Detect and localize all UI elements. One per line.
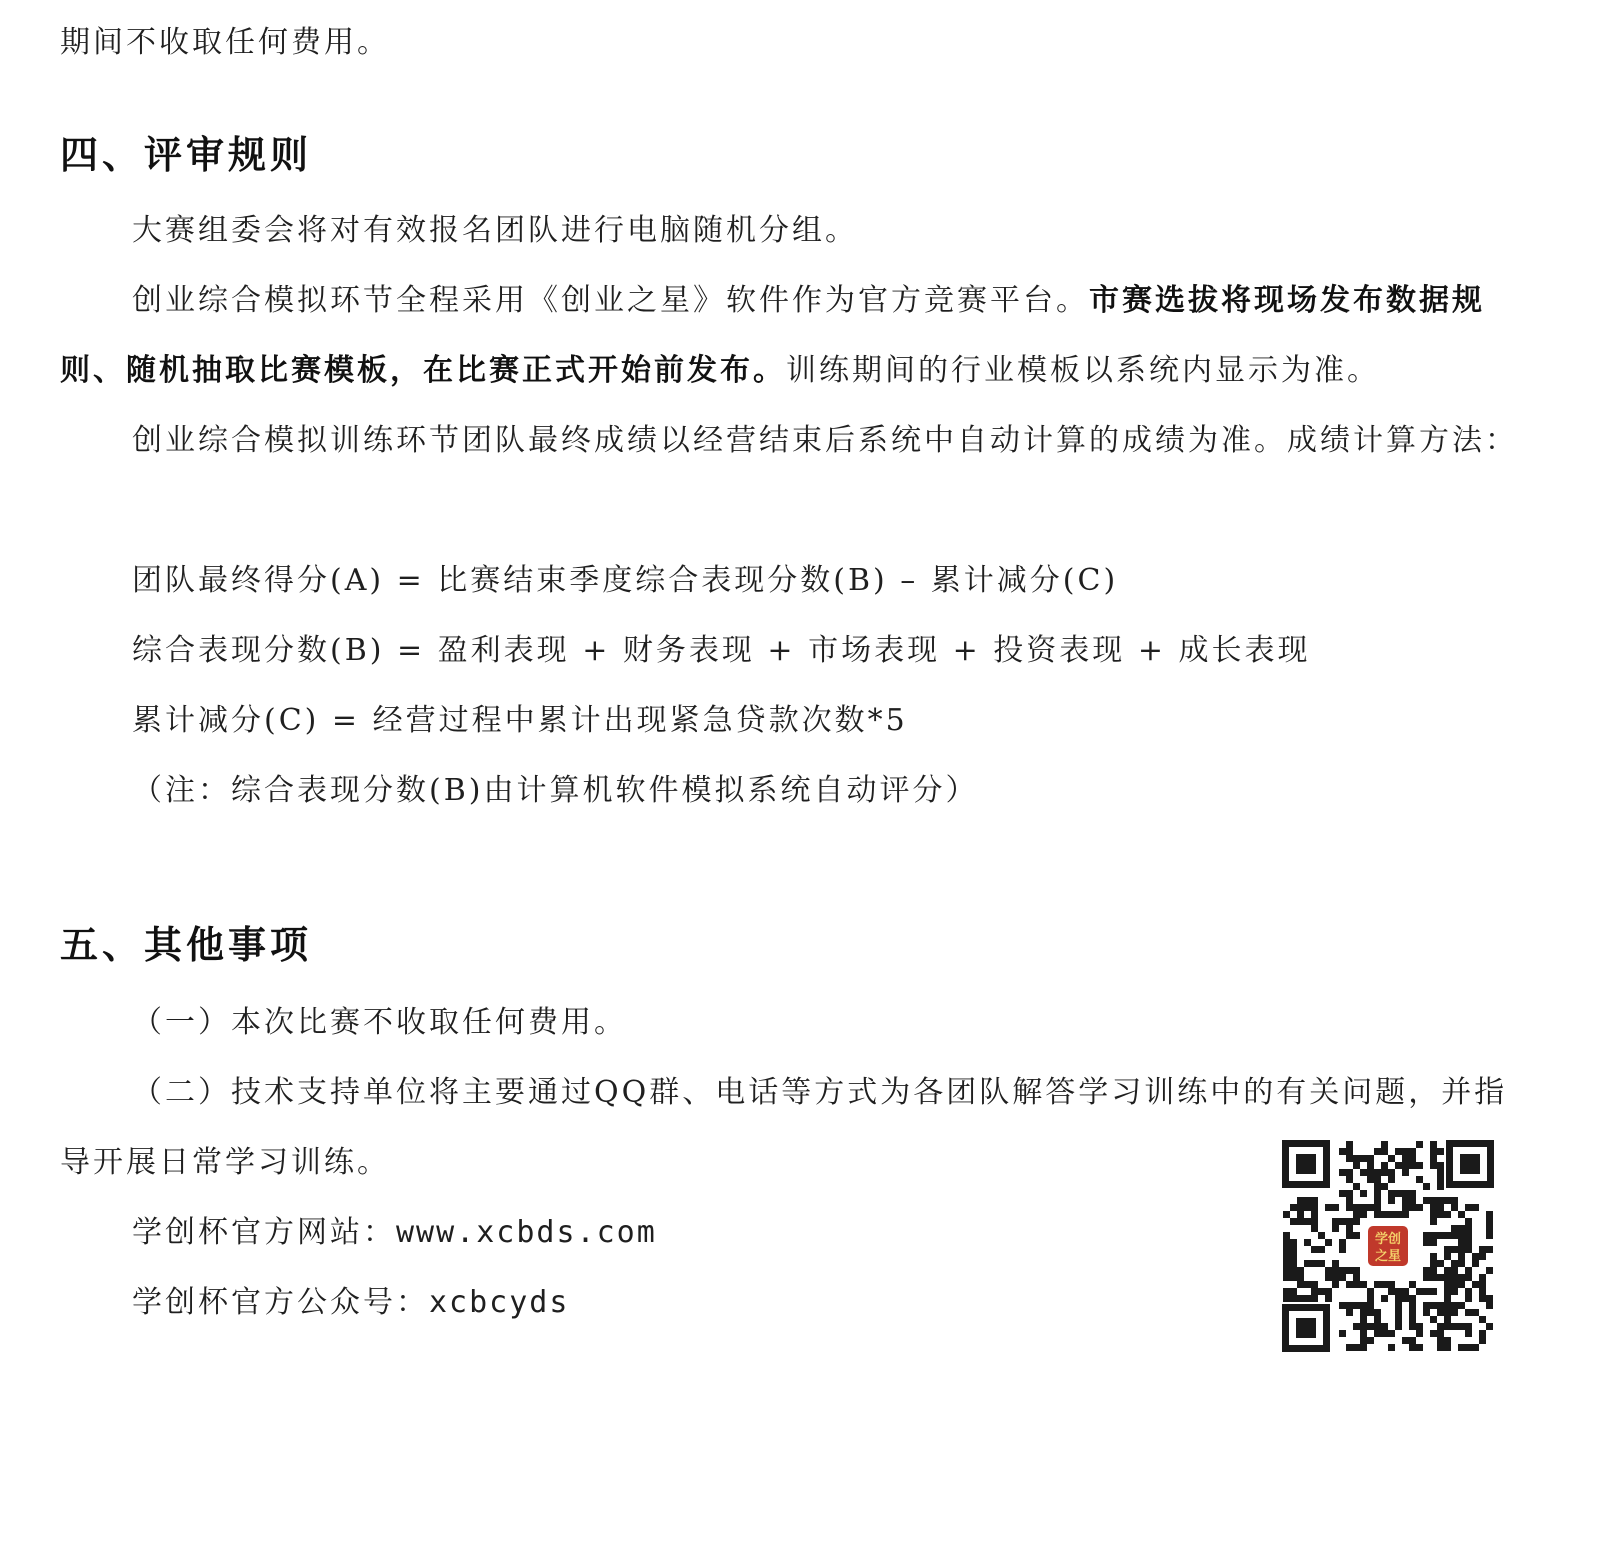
paragraph-2-text-b: 训练期间的行业模板以系统内显示为准。: [786, 353, 1380, 388]
paragraph-2-bold-text: 市赛选拔将现场发布数据规则、随机抽取比赛模板，在比赛正式开始前发布。: [60, 283, 1485, 388]
section-4-paragraph-3: 创业综合模拟训练环节团队最终成绩以经营结束后系统中自动计算的成绩为准。成绩计算方法：: [132, 423, 1518, 458]
svg-text:学创: 学创: [1374, 1232, 1402, 1247]
wechat-label: 学创杯官方公众号：: [132, 1285, 429, 1320]
section-4-paragraph-2: [60, 266, 1520, 406]
scoring-note: （注：综合表现分数(B)由计算机软件模拟系统自动评分）: [132, 773, 979, 808]
top-text: 期间不收取任何费用。: [60, 25, 390, 60]
section-5-heading: 五、其他事项: [60, 923, 313, 967]
qr-code-icon: [1282, 1140, 1494, 1352]
svg-text:之星: 之星: [1374, 1249, 1402, 1264]
formula-final-score: 团队最终得分(A) = 比赛结束季度综合表现分数(B) – 累计减分(C): [132, 563, 1119, 598]
formula-performance-score: 综合表现分数(B) = 盈利表现 + 财务表现 + 市场表现 + 投资表现 + 成长表现: [132, 633, 1311, 668]
section-5-item-2: （二）技术支持单位将主要通过QQ群、电话等方式为各团队解答学习训练中的有关问题，并指导开展日常学习训练。: [60, 1075, 1508, 1180]
formula-deduction: 累计减分(C) = 经营过程中累计出现紧急贷款次数*5: [132, 703, 908, 738]
website-link[interactable]: www.xcbds.com: [396, 1215, 657, 1250]
section-4-paragraph-1: 大赛组委会将对有效报名团队进行电脑随机分组。: [132, 213, 858, 248]
section-4-heading: 四、评审规则: [60, 133, 313, 177]
section-5-item-1: （一）本次比赛不收取任何费用。: [132, 1005, 627, 1040]
paragraph-2-text-a: 创业综合模拟环节全程采用《创业之星》软件作为官方竞赛平台。: [132, 283, 1089, 318]
website-label: 学创杯官方网站：: [132, 1215, 396, 1250]
wechat-account: xcbcyds: [429, 1285, 570, 1320]
